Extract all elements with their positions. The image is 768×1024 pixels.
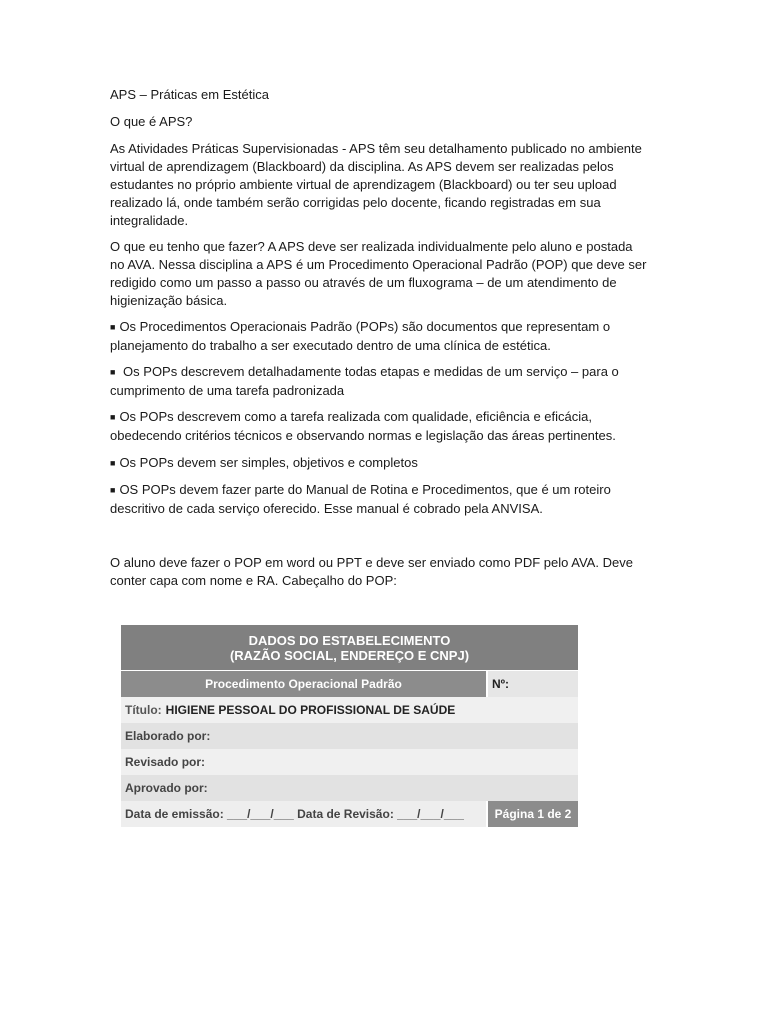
bullet-item [110,481,650,518]
doc-title-text: APS – Práticas em Estética [110,87,269,102]
revised-label: Revisado por: [125,755,206,769]
revised-row [121,749,578,775]
elaborated-row [121,723,578,749]
bullet-item [110,408,650,445]
paragraph-text: O que eu tenho que fazer? A APS deve ser realizada individualmente pelo aluno e postada no AVA. Nessa disciplina a APS é um Procedimento Operacional Padrão (POP) que deve ser redigido como um passo a passo ou através de um fluxograma – de um atendimento de higienização básica. [110,239,647,308]
title-value: HIGIENE PESSOAL DO PROFISSIONAL DE SAÚDE [165,703,456,717]
question-text: O que é APS? [110,114,193,129]
bullet-text: ■ Os POPs descrevem detalhadamente todas etapas e medidas de um serviço – para o cumprimento de uma tarefa padronizada [110,363,650,400]
title-label: Título: [125,703,162,717]
procedure-label: Procedimento Operacional Padrão [121,671,486,697]
dates-row [121,801,578,827]
establishment-title: DADOS DO ESTABELECIMENTO [248,632,451,648]
procedure-row [121,671,578,697]
number-label: Nº: [488,671,578,697]
question-heading [110,113,650,131]
elaborated-label: Elaborado por: [125,729,211,743]
bullet-text: ■ Os POPs devem ser simples, objetivos e completos [110,454,650,473]
bullet-item [110,454,650,473]
paragraph-what-to-do [110,238,650,310]
page-label: Página 1 de 2 [488,801,578,827]
bullet-item [110,318,650,355]
bullet-text: ■ OS POPs devem fazer parte do Manual de Rotina e Procedimentos, que é um roteiro descritivo de cada serviço oferecido. Esse manual é cobrado pela ANVISA. [110,481,650,518]
paragraph-text: O aluno deve fazer o POP em word ou PPT e deve ser enviado como PDF pelo AVA. Deve conter capa com nome e RA. Cabeçalho do POP: [110,555,633,588]
establishment-subtitle: (RAZÃO SOCIAL, ENDEREÇO E CNPJ) [229,647,470,663]
paragraph-submission [110,554,650,590]
bullet-text: ■ Os Procedimentos Operacionais Padrão (POPs) são documentos que representam o planejamento do trabalho a ser executado dentro de uma clínica de estética. [110,318,650,355]
paragraph-aps-definition [110,140,650,230]
bullet-item [110,363,650,400]
bullet-text: ■ Os POPs descrevem como a tarefa realizada com qualidade, eficiência e eficácia, obedecendo critérios técnicos e observando normas e legislação das áreas pertinentes. [110,408,650,445]
approved-row [121,775,578,801]
approved-label: Aprovado por: [125,781,208,795]
dates-label: Data de emissão: ___/___/___ Data de Revisão: ___/___/___ [121,801,486,827]
paragraph-text: As Atividades Práticas Supervisionadas - APS têm seu detalhamento publicado no ambiente virtual de aprendizagem (Blackboard) da disciplina. As APS devem ser realizadas pelos estudantes no próprio ambiente virtual de aprendizagem (Blackboard) ou ter seu upload realizado lá, onde também serão corrigidas pelo docente, ficando registradas em sua integralidade. [110,141,642,228]
title-row [121,697,578,723]
establishment-header [121,625,578,670]
doc-title [110,86,650,104]
pop-header-table [121,625,578,827]
